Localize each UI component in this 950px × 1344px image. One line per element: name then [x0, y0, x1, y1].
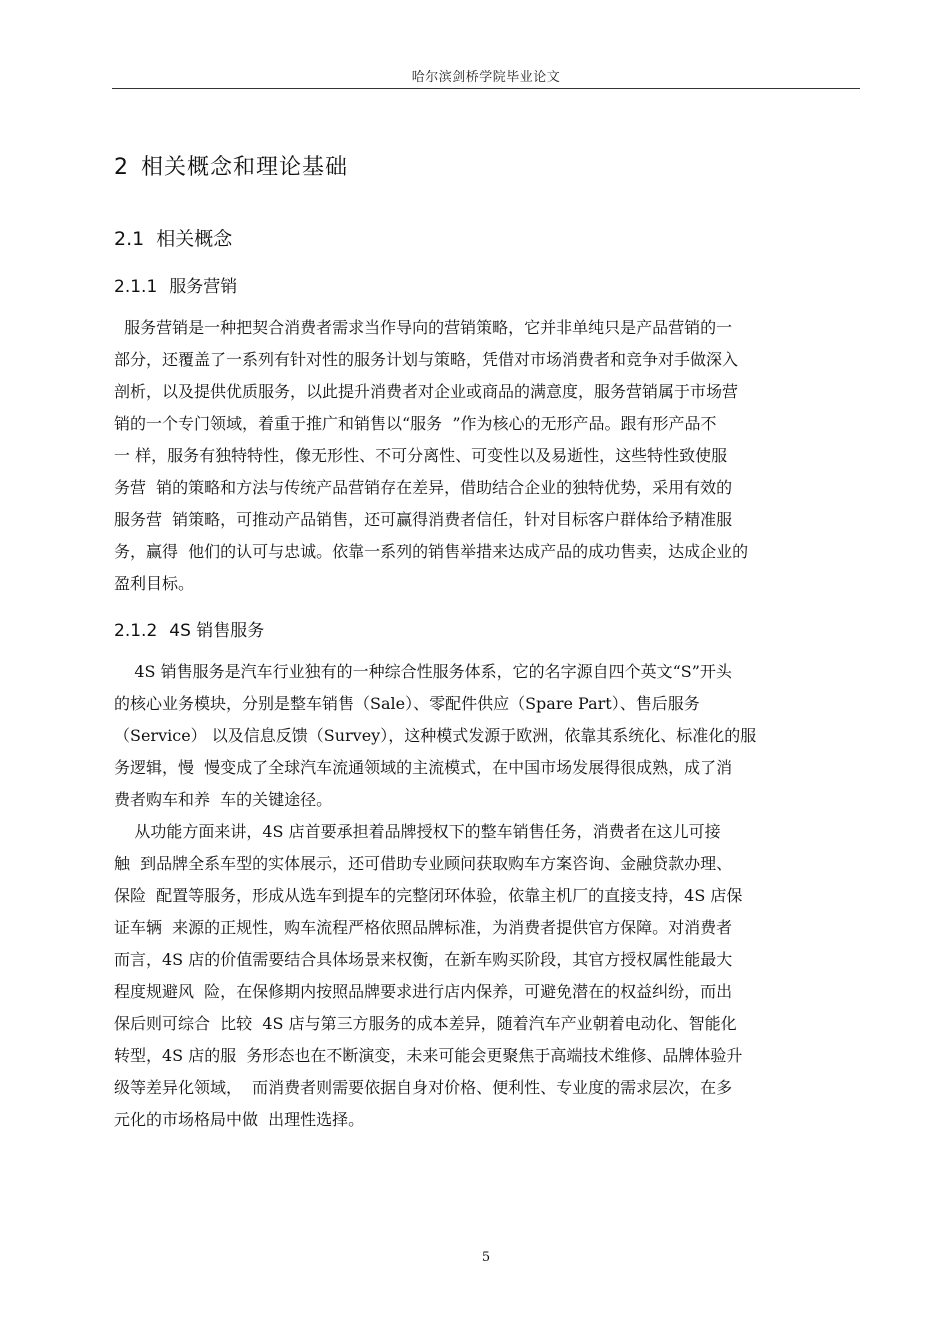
- text-line: 一 样，服务有独特特性，像无形性、不可分离性、可变性以及易逝性，这些特性致使服: [114, 446, 728, 465]
- text-line: 保后则可综合 比较 4S 店与第三方服务的成本差异，随着汽车产业朝着电动化、智能化: [114, 1014, 737, 1033]
- text-line: 从功能方面来讲，4S 店首要承担着品牌授权下的整车销售任务，消费者在这儿可接: [114, 822, 721, 841]
- text-line: 费者购车和养 车的关键途径。: [114, 790, 333, 809]
- text-line: 销的一个专门领域，着重于推广和销售以“服务 ”作为核心的无形产品。跟有形产品不: [114, 414, 717, 433]
- chapter-title-text: 相关概念和理论基础: [141, 155, 349, 180]
- text-line: 剖析，以及提供优质服务，以此提升消费者对企业或商品的满意度，服务营销属于市场营: [114, 382, 739, 401]
- text-line: 部分，还覆盖了一系列有针对性的服务计划与策略，凭借对市场消费者和竞争对手做深入: [114, 350, 739, 369]
- running-header: 哈尔滨剑桥学院毕业论文: [411, 70, 561, 85]
- text-line: 务营 销的策略和方法与传统产品营销存在差异，借助结合企业的独特优势，采用有效的: [114, 478, 733, 497]
- subsection-number: 2.1.2: [114, 621, 158, 641]
- chapter-title: [114, 150, 348, 181]
- text-line: 盈利目标。: [114, 574, 195, 593]
- page-number: 5: [481, 1250, 491, 1265]
- text-line: 务，赢得 他们的认可与忠诚。依靠一系列的销售举措来达成产品的成功售卖，达成企业的: [114, 542, 749, 561]
- text-line: 触 到品牌全系车型的实体展示，还可借助专业顾问获取购车方案咨询、金融贷款办理、: [114, 854, 733, 873]
- text-line: 转型，4S 店的服 务形态也在不断演变，未来可能会更聚焦于高端技术维修、品牌体验升: [114, 1046, 743, 1065]
- paragraph-service-marketing: [114, 312, 870, 600]
- text-line: 证车辆 来源的正规性，购车流程严格依照品牌标准，为消费者提供官方保障。对消费者: [114, 918, 733, 937]
- paragraph-4s-sales-service: [114, 656, 870, 1136]
- text-line: 而言，4S 店的价值需要结合具体场景来权衡，在新车购买阶段，其官方授权属性能最大: [114, 950, 733, 969]
- text-line: （Service） 以及信息反馈（Survey），这种模式发源于欧洲，依靠其系统化、标准化的服: [114, 726, 757, 745]
- text-line: 的核心业务模块，分别是整车销售（Sale）、零配件供应（Spare Part）、售后服务: [114, 694, 700, 713]
- chapter-number: 2: [114, 155, 129, 180]
- section-number: 2.1: [114, 228, 145, 250]
- subsection-title-text: 4S 销售服务: [169, 621, 265, 641]
- text-line: 程度规避风 险，在保修期内按照品牌要求进行店内保养，可避免潜在的权益纠纷，而出: [114, 982, 733, 1001]
- text-line: 级等差异化领域， 而消费者则需要依据自身对价格、便利性、专业度的需求层次，在多: [114, 1078, 733, 1097]
- subsection-title-4s-sales-service: [114, 616, 264, 641]
- section-title-text: 相关概念: [156, 228, 233, 250]
- section-title: [114, 224, 232, 251]
- subsection-number: 2.1.1: [114, 277, 158, 297]
- text-line: 4S 销售服务是汽车行业独有的一种综合性服务体系，它的名字源自四个英文“S”开头: [114, 662, 732, 681]
- text-line: 服务营销是一种把契合消费者需求当作导向的营销策略，它并非单纯只是产品营销的一: [114, 318, 733, 337]
- text-line: 务逻辑，慢 慢变成了全球汽车流通领域的主流模式，在中国市场发展得很成熟，成了消: [114, 758, 733, 777]
- text-line: 服务营 销策略，可推动产品销售，还可赢得消费者信任，针对目标客户群体给予精准服: [114, 510, 733, 529]
- text-line: 元化的市场格局中做 出理性选择。: [114, 1110, 365, 1129]
- text-line: 保险 配置等服务，形成从选车到提车的完整闭环体验，依靠主机厂的直接支持，4S 店保: [114, 886, 743, 905]
- header-rule: [112, 88, 860, 89]
- subsection-title-text: 服务营销: [169, 277, 238, 297]
- subsection-title-service-marketing: [114, 272, 237, 297]
